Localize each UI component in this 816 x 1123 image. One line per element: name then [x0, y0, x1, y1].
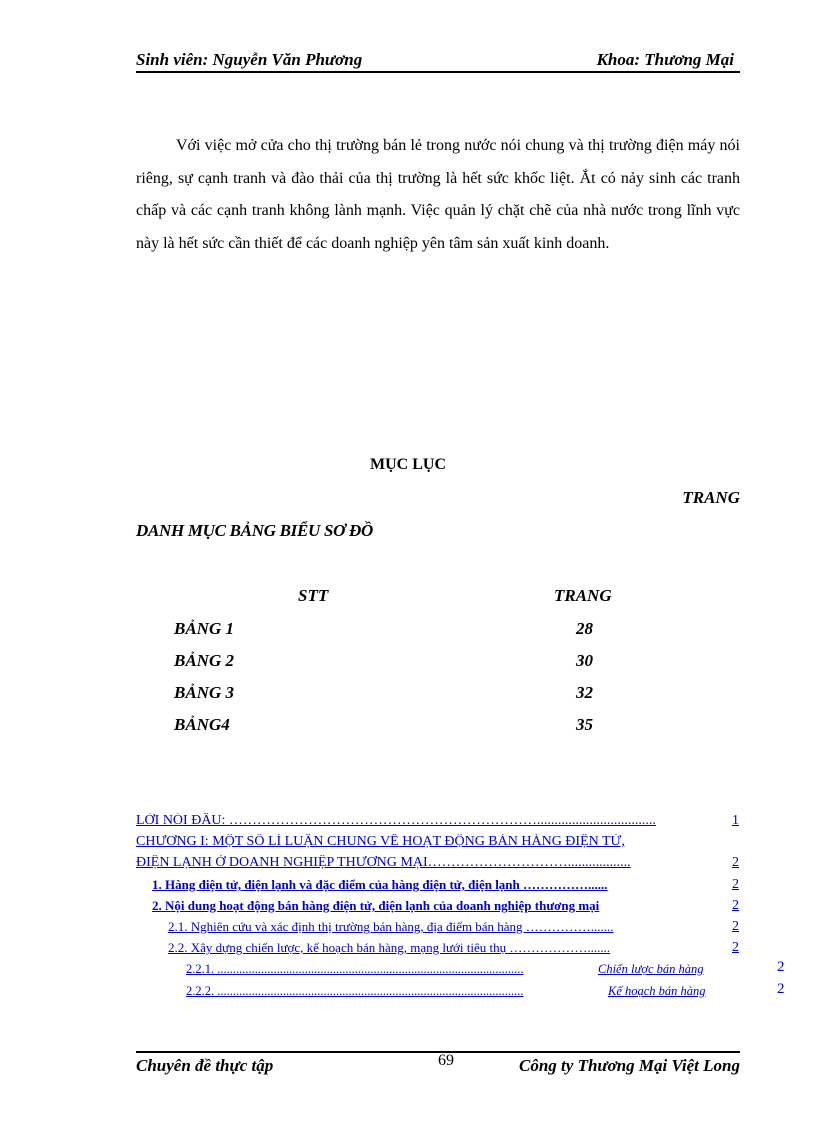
table-row-label: BẢNG 3	[174, 683, 234, 702]
table-row-page: 32	[576, 683, 593, 702]
table-row-label: BẢNG 2	[174, 651, 234, 670]
toc-page-number[interactable]: 2	[732, 940, 739, 955]
intro-paragraph: Với việc mở cửa cho thị trường bán lẻ trong nước nói chung và thị trường điện máy nói riêng, sự cạnh tranh và đào thải của thị trường là hết sức khốc liệt. Ắt có nảy sinh các tranh chấp và các cạnh tranh không lành mạnh. Việc quản lý chặt chẽ của nhà nước trong lĩnh vực này là hết sức cần thiết để các doanh nghiệp yên tâm sản xuất kinh doanh.	[136, 137, 740, 252]
footer-page-number: 69	[438, 1052, 454, 1069]
toc-page-number[interactable]: 2	[777, 959, 785, 975]
toc-link-preface[interactable]: LỜI NÓI ĐẦU: …………………………………………………………..................................	[136, 813, 656, 828]
toc-link-section-1[interactable]: 1. Hàng điện tử, điện lạnh và đặc điểm của hàng điện tử, điện lạnh ……………......	[152, 877, 608, 892]
toc-link-section-2[interactable]: 2. Nội dung hoạt động bán hàng điện tử, điện lạnh của doanh nghiệp thương mại	[152, 898, 600, 913]
toc-title: MỤC LỤC	[370, 456, 446, 473]
table-row-page: 30	[576, 651, 593, 670]
toc-link-chapter-1-cont[interactable]: ĐIỆN LẠNH Ở DOANH NGHIỆP THƯƠNG MẠI…………………………..................	[136, 855, 631, 870]
header-faculty: Khoa: Thương Mại	[596, 50, 734, 69]
table-list-title: DANH MỤC BẢNG BIỂU SƠ ĐỒ	[136, 521, 373, 540]
trang-label: TRANG	[682, 488, 740, 507]
toc-page-number[interactable]: 2	[732, 855, 739, 870]
header-rule	[136, 71, 740, 73]
table-row-label: BẢNG4	[174, 715, 230, 734]
footer-topic: Chuyên đề thực tập	[136, 1056, 274, 1075]
toc-link-strategy-label[interactable]: Chiến lược bán hàng	[598, 962, 704, 976]
toc-page-number[interactable]: 2	[732, 877, 739, 892]
toc-page-number[interactable]: 2	[732, 919, 739, 934]
toc-link-plan-label[interactable]: Kế hoạch bán hàng	[608, 984, 706, 998]
toc-link-section-2-2-2[interactable]: 2.2.2. ..................................................................................................	[186, 984, 524, 998]
toc-link-section-2-2[interactable]: 2.2. Xây dựng chiến lược, kế hoạch bán hàng, mạng lưới tiêu thụ ……………….......	[168, 940, 611, 955]
toc-page-number[interactable]: 2	[777, 981, 785, 997]
toc-link-section-2-1[interactable]: 2.1. Nghiên cứu và xác định thị trường bán hàng, địa điểm bán hàng …………….......	[168, 919, 614, 934]
toc-page-number[interactable]: 1	[732, 813, 739, 828]
table-row-page: 35	[576, 715, 593, 734]
table-header-stt: STT	[298, 586, 329, 605]
toc-link-section-2-2-1[interactable]: 2.2.1. ..................................................................................................	[186, 962, 524, 976]
table-row-page: 28	[576, 619, 593, 638]
table-header-trang: TRANG	[554, 586, 612, 605]
toc-page-number[interactable]: 2	[732, 898, 739, 913]
header-student: Sinh viên: Nguyễn Văn Phương	[136, 50, 363, 69]
table-row-label: BẢNG 1	[174, 619, 234, 638]
footer-company: Công ty Thương Mại Việt Long	[519, 1056, 740, 1075]
toc-link-chapter-1[interactable]: CHƯƠNG I: MỘT SỐ LÍ LUẬN CHUNG VỀ HOẠT ĐỘNG BÁN HÀNG ĐIỆN TỬ,	[136, 834, 625, 849]
